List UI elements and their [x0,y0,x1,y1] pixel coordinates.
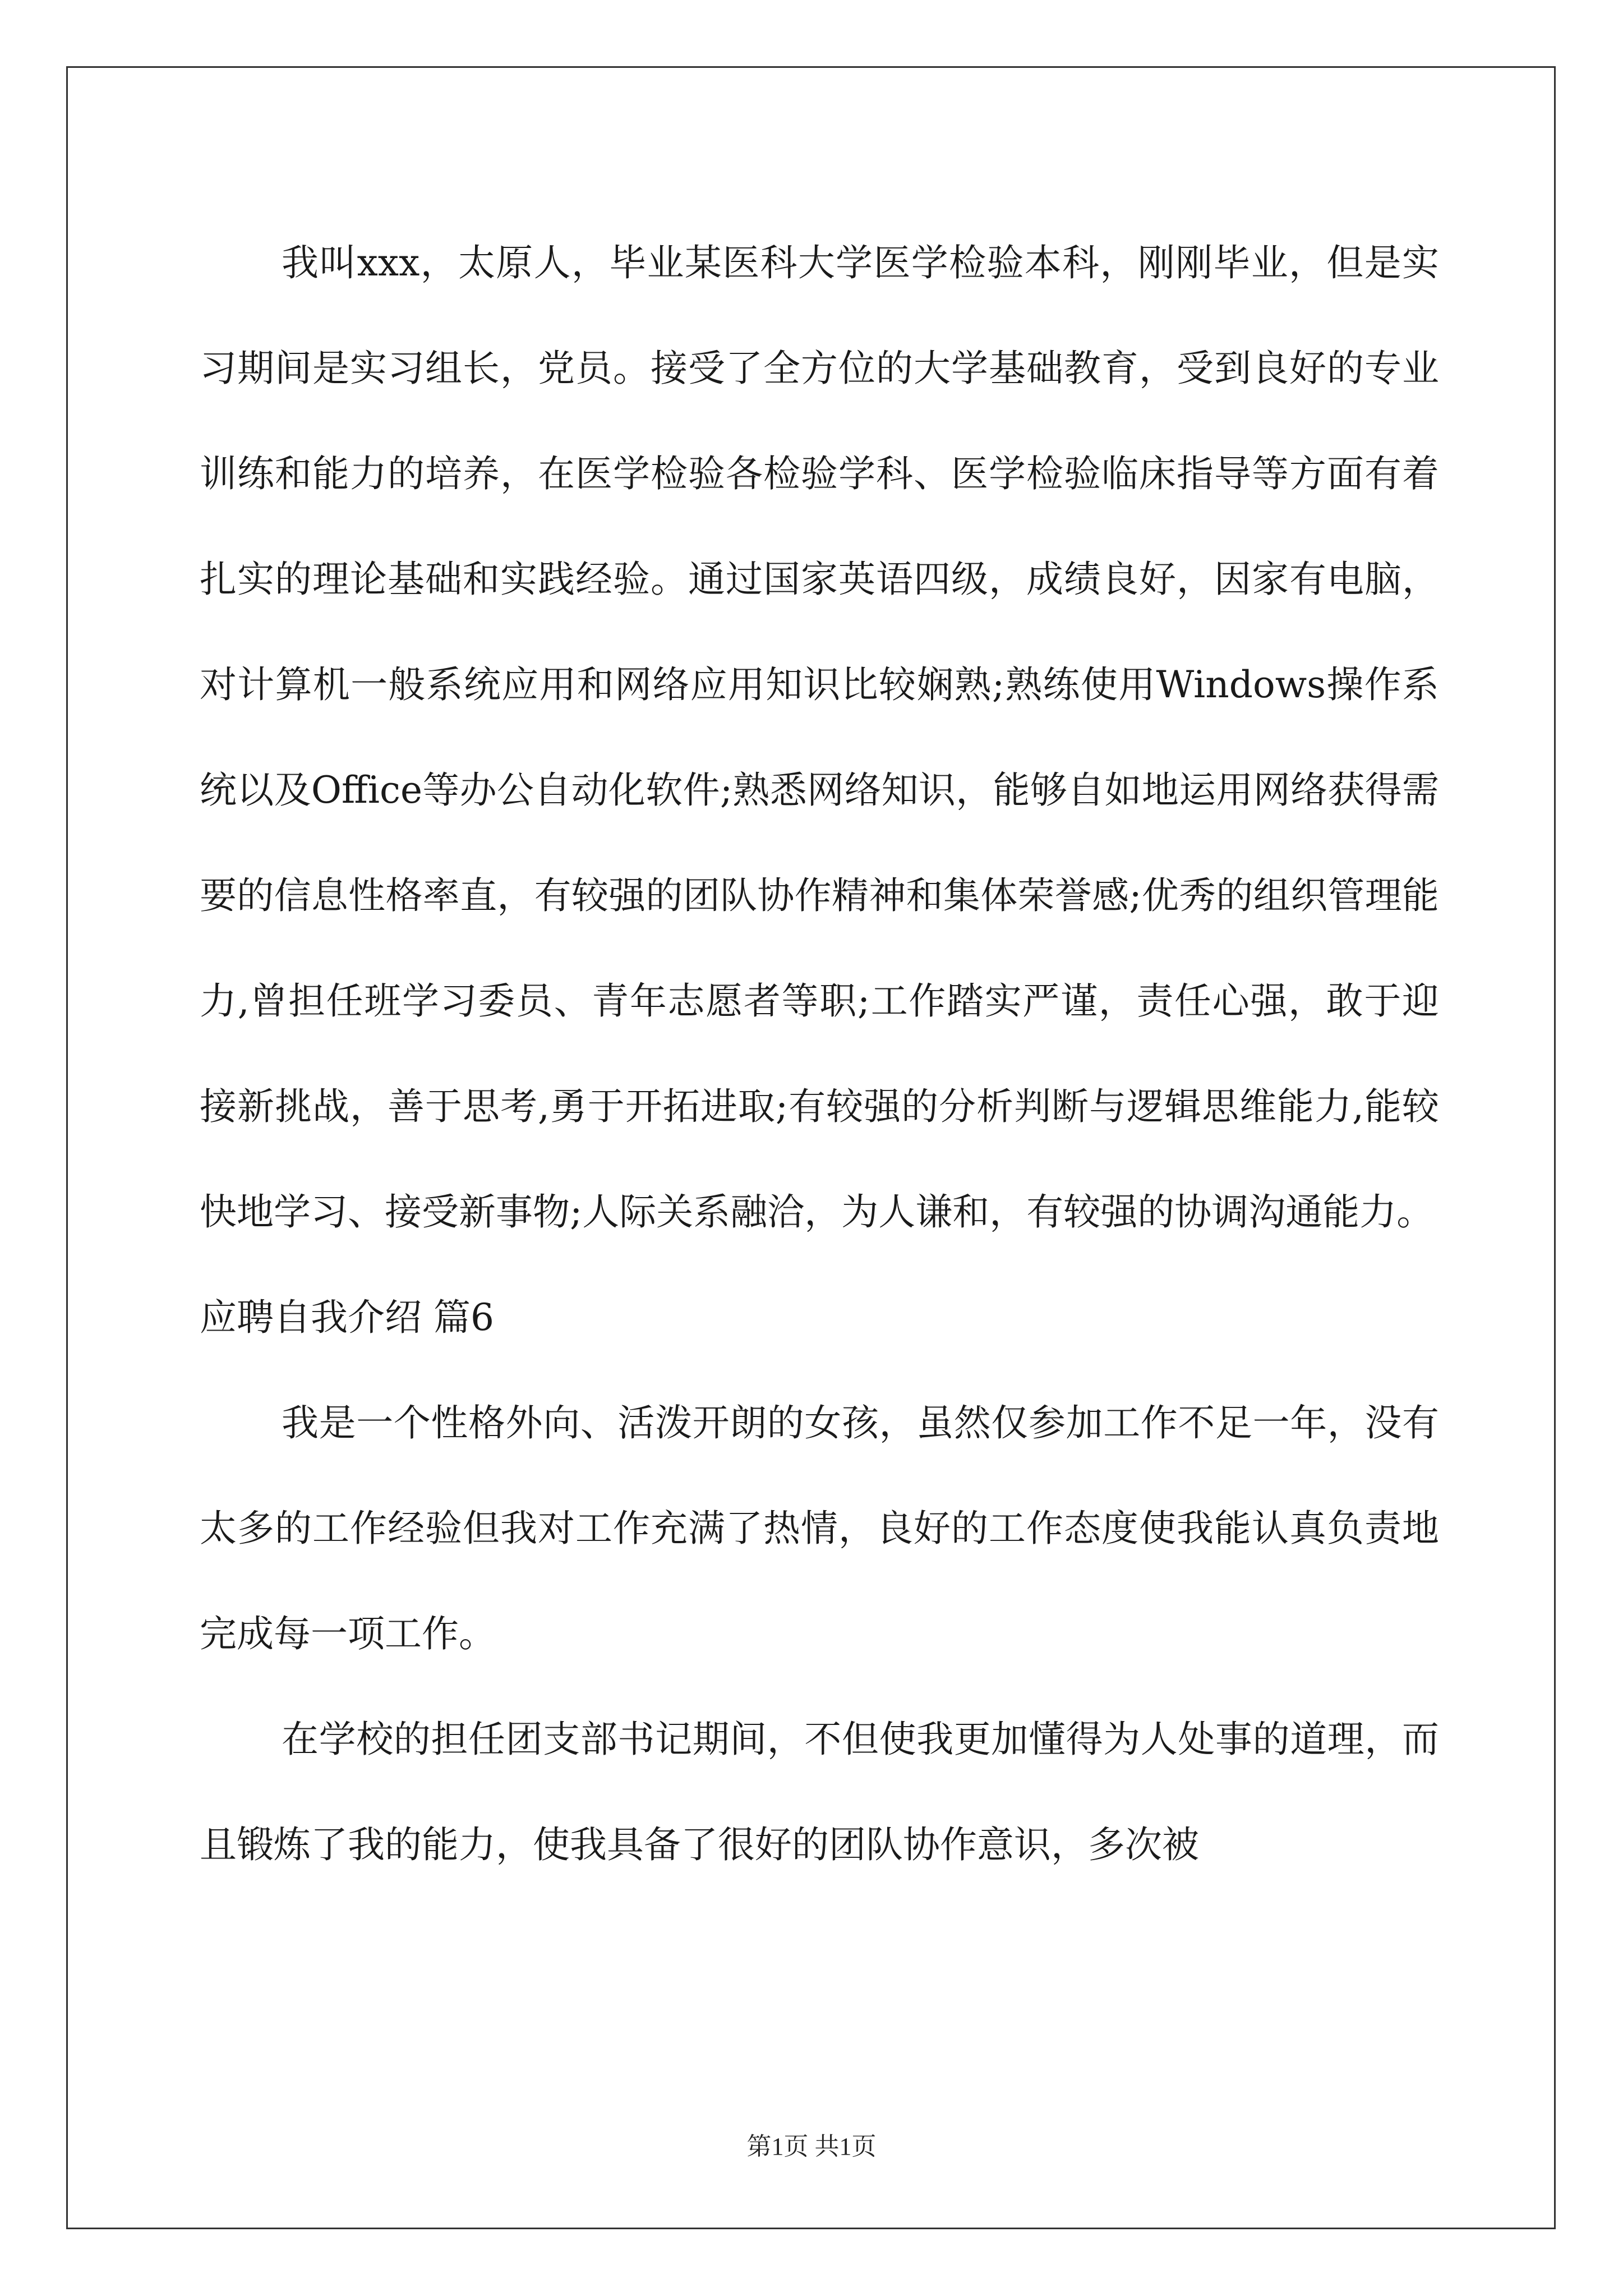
paragraph-school-experience: 在学校的担任团支部书记期间，不但使我更加懂得为人处事的道理，而且锻炼了我的能力，使我具备了很好的团队协作意识，多次被 [200,1718,1439,1866]
paragraph-intro: 我叫xxx，太原人，毕业某医科大学医学检验本科，刚刚毕业，但是实习期间是实习组长，党员。接受了全方位的大学基础教育，受到良好的专业训练和能力的培养，在医学检验各检验学科、医学检验临床指导等方面有着扎实的理论基础和实践经验。通过国家英语四级，成绩良好，因家有电脑，对计算机一般系统应用和网络应用知识比较娴熟;熟练使用Windows操作系统以及Office等办公自动化软件;熟悉网络知识，能够自如地运用网络获得需要的信息性格率直，有较强的团队协作精神和集体荣誉感;优秀的组织管理能力,曾担任班学习委员、青年志愿者等职;工作踏实严谨，责任心强，敢于迎接新挑战，善于思考,勇于开拓进取;有较强的分析判断与逻辑思维能力,能较快地学习、接受新事物;人际关系融洽，为人谦和，有较强的协调沟通能力。 [200,241,1439,1234]
page-footer: 第1页 共1页 [746,2133,877,2160]
document-body [200,210,1439,1898]
section-heading: 应聘自我介绍 篇6 [200,1296,494,1339]
paragraph-personality: 我是一个性格外向、活泼开朗的女孩，虽然仅参加工作不足一年，没有太多的工作经验但我对工作充满了热情，良好的工作态度使我能认真负责地完成每一项工作。 [200,1401,1439,1655]
